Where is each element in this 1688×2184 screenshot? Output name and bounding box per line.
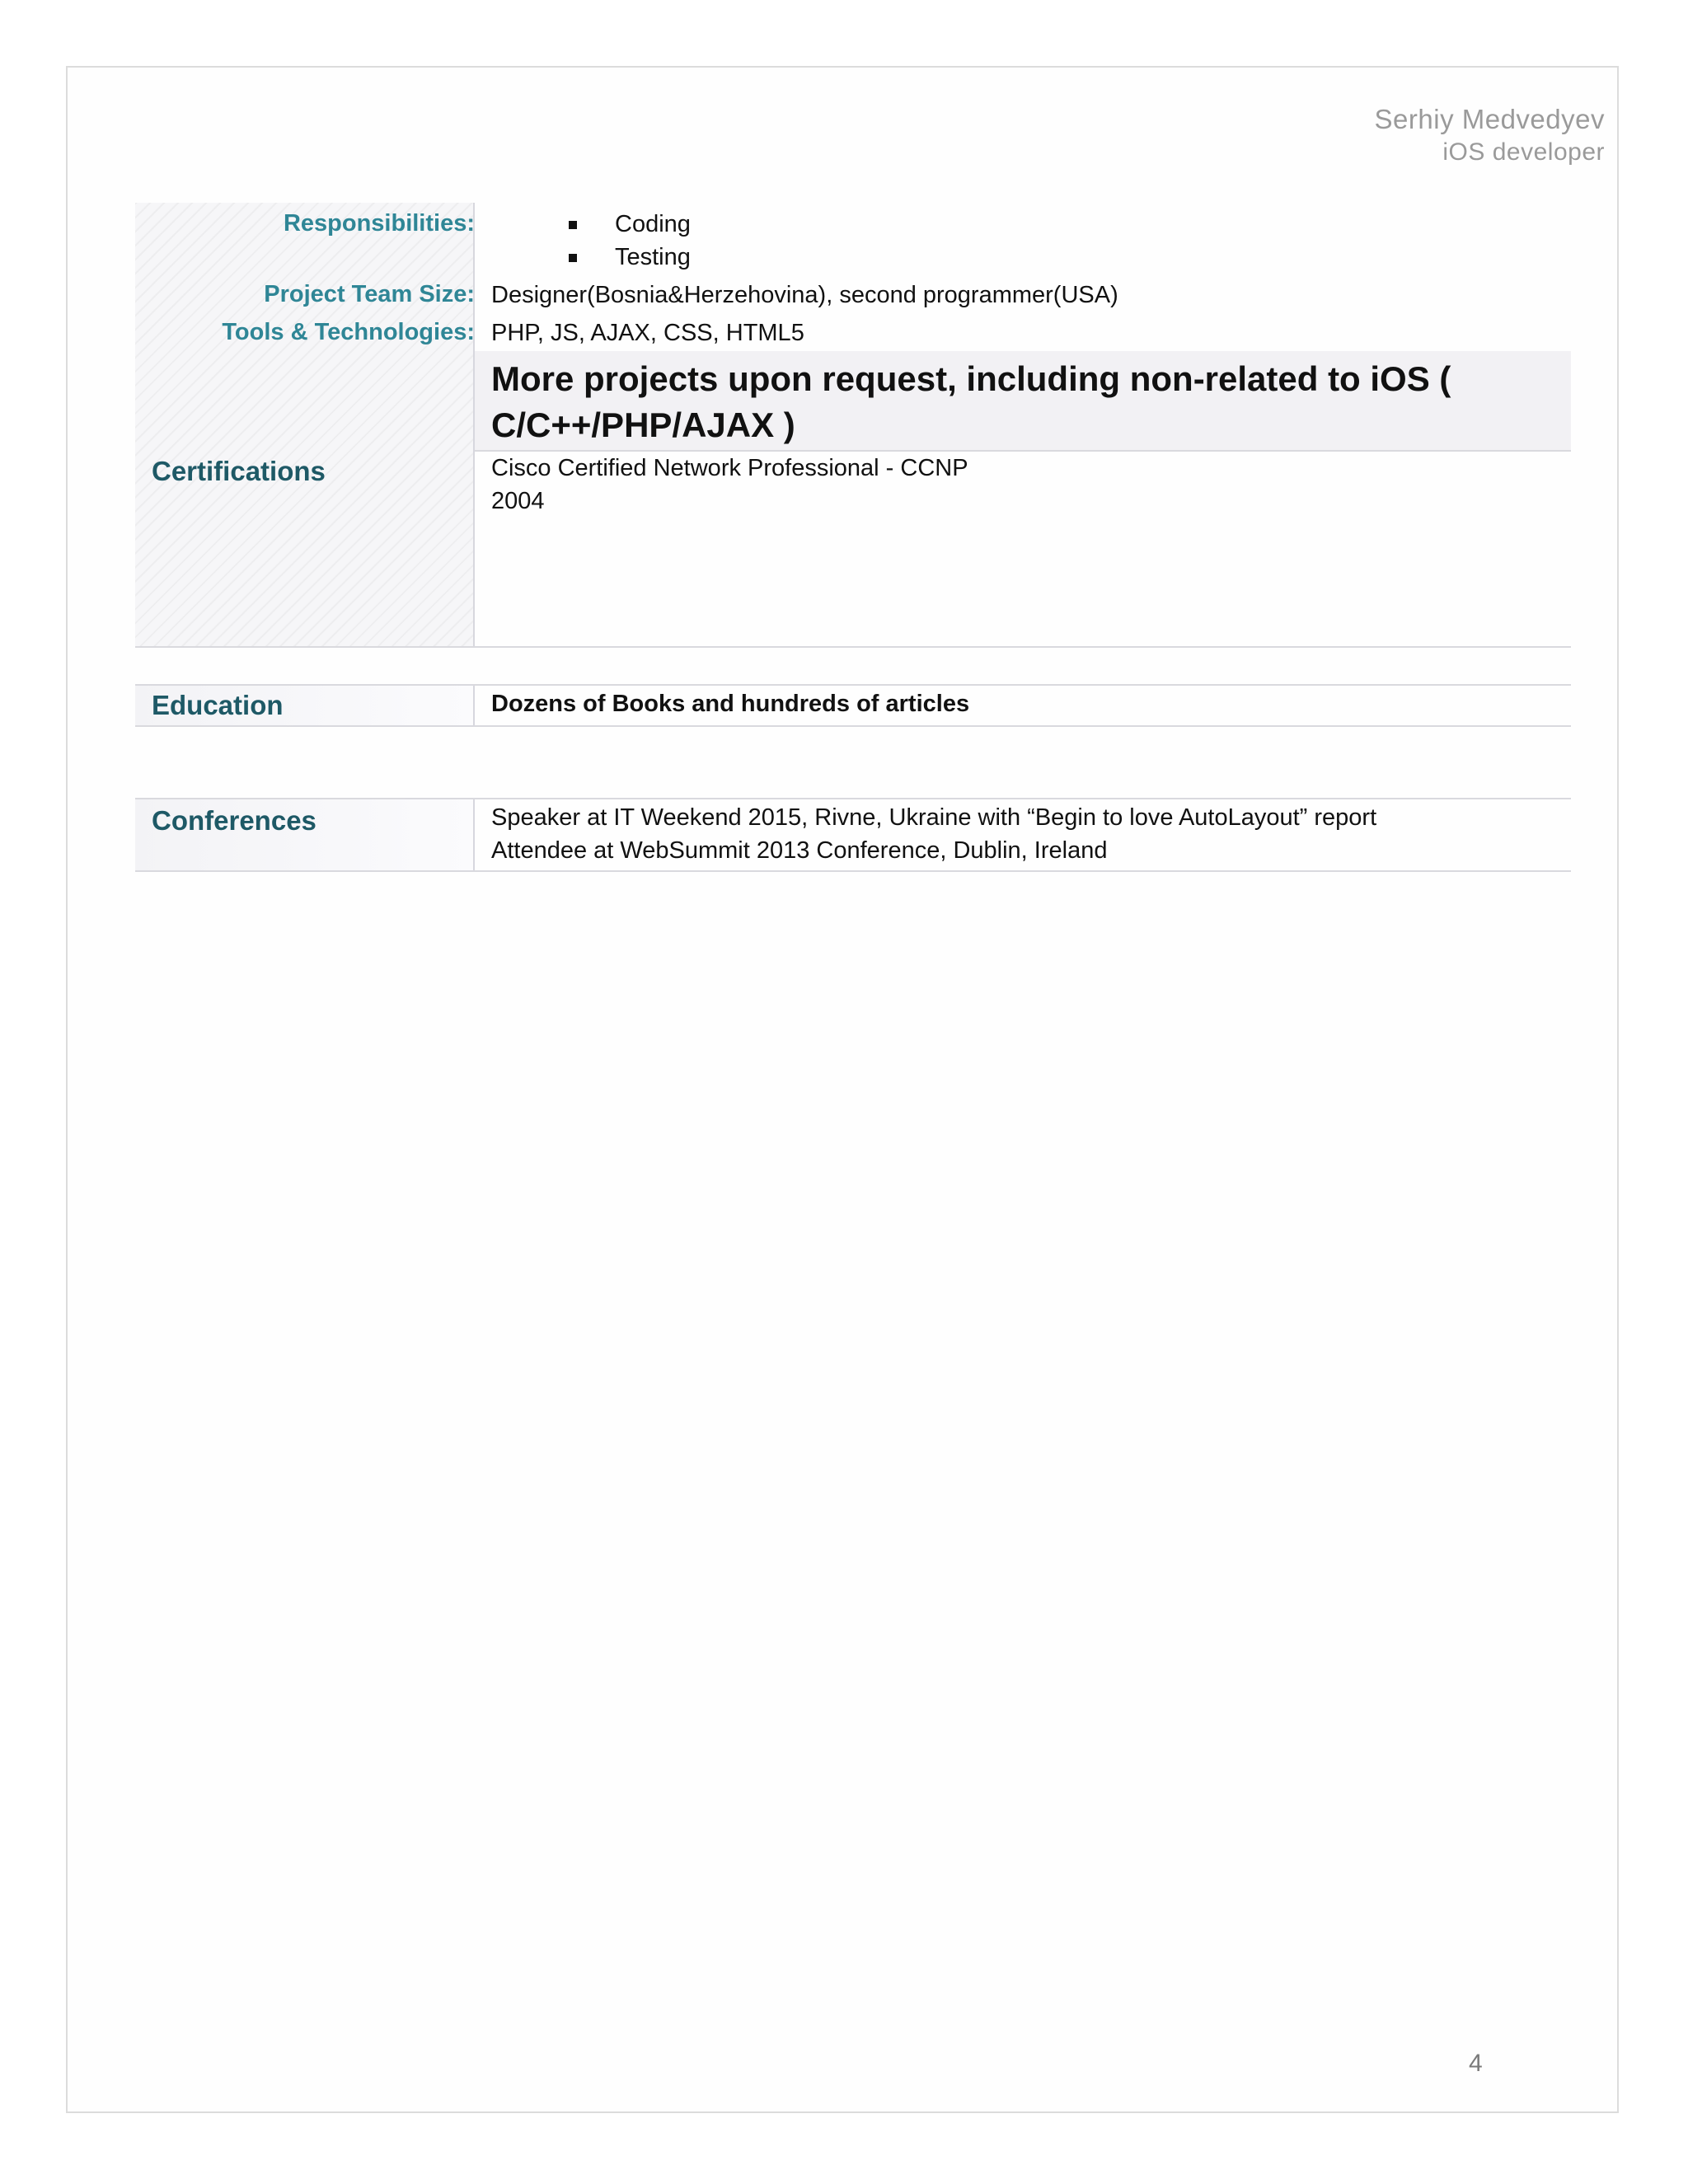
- responsibility-text: Coding: [615, 211, 691, 237]
- conferences-label: Conferences: [152, 805, 316, 836]
- team-size-label: Project Team Size:: [264, 281, 475, 307]
- conferences-section: [135, 798, 1571, 872]
- team-size-value: Designer(Bosnia&Herzehovina), second programmer(USA): [491, 282, 1118, 308]
- project-section: [135, 203, 1571, 648]
- list-item: Speaker at IT Weekend 2015, Rivne, Ukraine with “Begin to love AutoLayout” report: [491, 804, 1377, 831]
- responsibility-text: Testing: [615, 244, 691, 270]
- tools-label: Tools & Technologies:: [222, 319, 475, 345]
- education-label: Education: [152, 690, 284, 720]
- square-bullet-icon: [569, 221, 577, 229]
- more-projects-box: [475, 351, 1571, 452]
- education-text: Dozens of Books and hundreds of articles: [491, 691, 970, 717]
- responsibilities-label: Responsibilities:: [283, 210, 475, 237]
- page-number: 4: [1469, 2050, 1483, 2077]
- list-item: Attendee at WebSummit 2013 Conference, Dublin, Ireland: [491, 837, 1108, 864]
- candidate-role: iOS developer: [1442, 138, 1605, 166]
- divider: [135, 870, 1571, 872]
- certification-name: Cisco Certified Network Professional - CCNP: [491, 455, 968, 481]
- tools-value: PHP, JS, AJAX, CSS, HTML5: [491, 320, 804, 346]
- candidate-name: Serhiy Medvedyev: [1374, 104, 1605, 134]
- education-section: [135, 684, 1571, 727]
- resume-header: [1375, 102, 1605, 168]
- more-projects-text: More projects upon request, including non-related to iOS ( C/C++/PHP/AJAX ): [491, 359, 1451, 444]
- label-column: [135, 203, 475, 648]
- certification-year: 2004: [491, 488, 545, 514]
- divider: [135, 646, 1571, 648]
- certifications-label: Certifications: [152, 456, 326, 486]
- square-bullet-icon: [569, 254, 577, 262]
- divider: [135, 725, 1571, 727]
